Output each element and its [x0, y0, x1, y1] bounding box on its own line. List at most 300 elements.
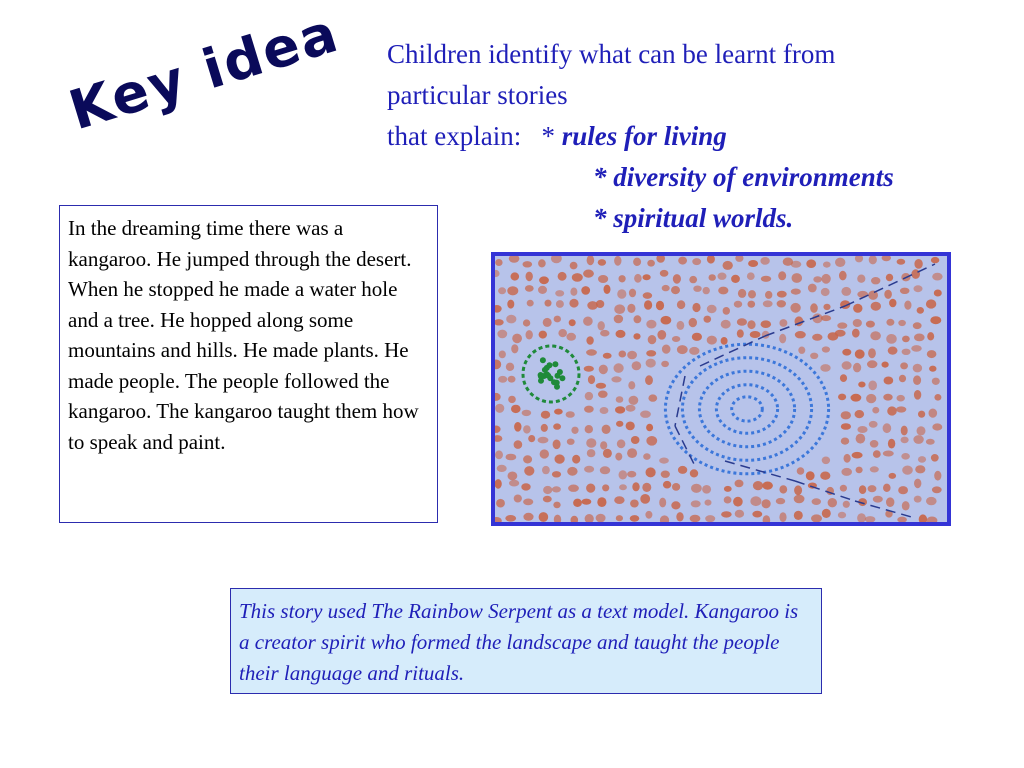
painting-dot: [838, 394, 846, 401]
painting-dot: [723, 261, 733, 270]
painting-dot: [615, 406, 625, 413]
painting-dot: [733, 497, 743, 507]
painting-dot: [511, 272, 520, 280]
painting-dot: [671, 286, 680, 294]
painting-dot: [571, 427, 578, 434]
painting-dot: [508, 396, 516, 403]
painting-dot: [724, 496, 732, 503]
painting-dot: [659, 458, 669, 464]
painting-dot: [495, 479, 502, 489]
painting-dot: [689, 347, 699, 355]
painting-dot: [646, 424, 653, 432]
painting-dot: [496, 499, 505, 508]
painting-dot: [628, 381, 635, 389]
painting-dot: [633, 258, 641, 266]
painting-dot: [703, 287, 710, 294]
painting-dot: [691, 484, 702, 493]
painting-dot: [915, 465, 925, 473]
painting-dot: [855, 349, 865, 358]
painting-dot: [498, 287, 506, 294]
painting-dot: [902, 349, 911, 355]
painting-dot: [914, 496, 922, 503]
painting-dot: [586, 438, 596, 448]
painting-dot: [656, 301, 664, 310]
painting-dot: [869, 421, 878, 428]
painting-dot: [777, 291, 787, 298]
painting-dot: [721, 511, 732, 517]
painting-dot: [776, 498, 785, 504]
painting-dot: [888, 439, 895, 449]
painting-dot: [884, 290, 892, 299]
dot-painting-image: [491, 252, 951, 526]
painting-dot: [511, 344, 518, 353]
painting-dot: [886, 334, 897, 344]
story-text-box: In the dreaming time there was a kangaroo. He jumped through the desert. When he stopped he made a water hole and a tree. He hopped along some mountains and hills. He made plants. He made people. The people followed the kangaroo. The kangaroo taught them how to speak and paint.: [59, 205, 438, 523]
painting-dot: [643, 453, 650, 460]
plant-dot: [552, 361, 558, 367]
painting-dot: [582, 499, 592, 505]
painting-dot: [779, 319, 787, 327]
painting-dot: [543, 496, 552, 503]
painting-dot: [657, 330, 666, 340]
painting-dot: [794, 495, 805, 504]
painting-dot: [553, 502, 560, 509]
painting-dot: [709, 274, 716, 281]
painting-dot: [539, 512, 549, 522]
painting-dot: [721, 320, 731, 329]
painting-dot: [545, 300, 552, 307]
painting-dot: [835, 330, 846, 337]
painting-dot: [927, 517, 938, 523]
painting-dot: [627, 304, 635, 313]
painting-dot: [883, 394, 892, 401]
painting-dot: [569, 319, 576, 326]
painting-dot: [707, 305, 717, 313]
bullet-diversity: * diversity of environments: [593, 162, 894, 192]
waterhole-ring: [732, 397, 763, 421]
painting-dot: [723, 307, 730, 315]
painting-dot: [678, 466, 687, 474]
painting-dot: [660, 515, 669, 522]
painting-dot: [753, 481, 763, 490]
painting-dot: [822, 346, 830, 352]
painting-dot: [762, 482, 773, 490]
painting-dot: [870, 331, 881, 340]
intro-line-1: Children identify what can be learnt from: [387, 39, 836, 69]
painting-dot: [506, 363, 514, 371]
painting-dot: [852, 329, 860, 338]
painting-dot: [584, 406, 594, 413]
painting-dot: [600, 466, 610, 474]
painting-dot: [926, 439, 935, 445]
painting-dot: [821, 315, 831, 321]
painting-dot: [931, 454, 939, 462]
painting-dot: [779, 485, 787, 493]
painting-dot: [598, 275, 608, 283]
painting-dot: [646, 467, 656, 477]
painting-dot: [810, 303, 818, 313]
painting-dot: [735, 510, 744, 518]
bullet-spiritual-worlds: * spiritual worlds.: [593, 203, 794, 233]
painting-dot: [522, 410, 532, 416]
painting-dot: [627, 351, 637, 360]
painting-dot: [927, 350, 937, 358]
painting-dot: [523, 455, 532, 463]
painting-dot: [886, 497, 894, 507]
painting-dot: [643, 292, 652, 299]
painting-dot: [661, 316, 672, 325]
painting-dot: [896, 406, 906, 412]
painting-dot: [588, 375, 595, 384]
painting-dot: [737, 329, 744, 337]
painting-dot: [643, 274, 651, 280]
painting-dot: [900, 288, 910, 294]
painting-dot: [857, 513, 866, 522]
painting-dot: [899, 375, 906, 382]
painting-dot: [523, 513, 533, 521]
painting-dot: [673, 274, 681, 284]
painting-dot: [514, 422, 521, 432]
painting-dot: [791, 261, 802, 268]
bullet-rules-for-living: rules for living: [561, 121, 727, 151]
painting-dot: [525, 285, 534, 292]
painting-dot: [528, 435, 535, 442]
painting-dot: [691, 500, 701, 507]
painting-dot: [919, 514, 927, 522]
painting-dot: [820, 472, 830, 480]
painting-dot: [626, 422, 635, 431]
painting-dot: [619, 275, 626, 282]
painting-dot: [747, 320, 755, 329]
painting-dot: [634, 315, 642, 323]
painting-dot: [794, 511, 803, 520]
painting-dot: [702, 485, 711, 494]
painting-dot: [856, 467, 863, 474]
painting-dot: [841, 423, 851, 430]
painting-dot: [857, 426, 867, 433]
painting-dot: [888, 347, 898, 355]
painting-dot: [647, 260, 655, 267]
painting-dot: [926, 299, 936, 308]
painting-dot: [841, 411, 851, 419]
painting-dot: [843, 501, 850, 508]
painting-dot: [855, 256, 863, 262]
painting-dot: [648, 394, 657, 401]
painting-dot: [584, 366, 594, 372]
painting-dot: [509, 256, 520, 263]
painting-dot: [869, 256, 877, 264]
painting-dot: [619, 484, 627, 490]
painting-dot: [583, 317, 593, 326]
painting-dot: [586, 336, 593, 345]
painting-dot: [693, 286, 701, 292]
painting-dot: [521, 483, 530, 490]
painting-dot: [629, 396, 639, 405]
painting-dot: [630, 515, 640, 522]
painting-dot: [750, 331, 761, 338]
track-line: [675, 376, 685, 426]
painting-dot: [852, 452, 863, 459]
painting-dot: [748, 260, 758, 267]
painting-dot: [640, 494, 650, 504]
waterhole-ring: [716, 385, 777, 434]
painting-dot: [527, 300, 534, 307]
painting-dot: [913, 435, 923, 444]
painting-dot: [566, 333, 576, 341]
painting-dot: [631, 436, 640, 444]
dot-painting-canvas: [495, 256, 947, 522]
painting-dot: [581, 286, 590, 295]
painting-dot: [913, 375, 921, 385]
plant-dot: [544, 365, 550, 371]
painting-dot: [778, 271, 786, 280]
painting-dot: [572, 455, 580, 464]
painting-dot: [747, 272, 755, 280]
painting-dot: [498, 376, 507, 383]
painting-dot: [902, 501, 910, 510]
painting-dot: [499, 351, 506, 359]
painting-dot: [883, 423, 892, 433]
painting-dot: [614, 315, 623, 324]
painting-dot: [763, 515, 771, 522]
painting-dot: [868, 348, 876, 358]
painting-dot: [586, 484, 595, 493]
painting-dot: [870, 466, 879, 472]
painting-dot: [495, 360, 501, 370]
painting-dot: [678, 257, 687, 265]
painting-dot: [644, 300, 652, 310]
painting-dot: [856, 434, 866, 444]
painting-dot: [615, 453, 622, 461]
painting-dot: [718, 287, 728, 295]
painting-dot: [857, 291, 868, 298]
plant-dot: [540, 357, 546, 363]
painting-dot: [526, 272, 533, 282]
painting-dot: [841, 468, 852, 476]
painting-dot: [661, 471, 670, 478]
intro-text: [387, 34, 1007, 239]
painting-dot: [567, 439, 575, 445]
painting-dot: [567, 467, 577, 476]
painting-dot: [614, 304, 625, 314]
painting-dot: [914, 479, 921, 489]
painting-dot: [596, 383, 606, 389]
painting-dot: [763, 300, 773, 307]
painting-dot: [539, 276, 549, 284]
painting-dot: [889, 473, 897, 479]
painting-dot: [707, 336, 717, 345]
painting-dot: [898, 486, 908, 494]
painting-dot: [632, 482, 639, 491]
painting-dot: [555, 454, 565, 463]
painting-dot: [917, 426, 926, 435]
painting-dot: [821, 288, 830, 296]
painting-dot: [672, 483, 680, 491]
painting-dot: [705, 515, 715, 522]
painting-dot: [748, 290, 756, 298]
painting-dot: [540, 449, 549, 458]
painting-dot: [868, 381, 877, 391]
painting-dot: [553, 423, 561, 429]
painting-dot: [672, 336, 680, 342]
painting-dot: [568, 485, 579, 492]
intro-line-4: [387, 157, 1007, 198]
painting-dot: [839, 271, 847, 281]
painting-dot: [646, 359, 656, 368]
painting-dot: [495, 435, 502, 442]
painting-dot: [865, 516, 876, 522]
painting-dot: [552, 471, 561, 477]
painting-dot: [911, 269, 920, 279]
painting-dot: [572, 273, 583, 282]
painting-dot: [662, 345, 671, 354]
painting-dot: [823, 304, 830, 310]
painting-dot: [901, 437, 909, 444]
painting-dot: [554, 316, 561, 323]
painting-dot: [808, 284, 817, 293]
painting-dot: [495, 517, 502, 522]
painting-dot: [871, 277, 880, 284]
painting-dot: [762, 499, 771, 508]
painting-dot: [794, 485, 802, 495]
painting-dot: [600, 407, 609, 414]
painting-dot: [646, 320, 656, 329]
painting-dot: [851, 394, 862, 402]
painting-dot: [509, 480, 519, 487]
plant-ring: [523, 346, 579, 402]
painting-dot: [616, 421, 623, 427]
painting-dot: [495, 305, 502, 313]
painting-dot: [797, 467, 805, 474]
painting-dot: [506, 315, 516, 324]
painting-dot: [542, 466, 550, 474]
painting-dot: [558, 272, 567, 281]
painting-dot: [495, 450, 503, 459]
painting-dot: [914, 259, 922, 269]
painting-dot: [748, 301, 756, 308]
painting-dot: [692, 333, 702, 341]
painting-dot: [614, 363, 624, 373]
painting-dot: [931, 257, 939, 263]
painting-dot: [505, 515, 516, 522]
intro-that-explain: that explain:: [387, 121, 522, 151]
painting-dot: [543, 318, 552, 327]
painting-dot: [901, 426, 908, 436]
painting-dot: [867, 360, 877, 368]
painting-dot: [926, 497, 937, 505]
painting-dot: [541, 411, 550, 419]
intro-line-5: [387, 198, 1007, 239]
painting-dot: [598, 321, 605, 330]
painting-dot: [859, 485, 866, 494]
painting-dot: [523, 499, 533, 506]
painting-dot: [556, 300, 564, 308]
painting-dot: [586, 349, 597, 355]
painting-dot: [600, 330, 609, 337]
painting-dot: [737, 318, 747, 326]
painting-dot: [677, 300, 685, 309]
painting-dot: [883, 451, 894, 457]
painting-dot: [904, 301, 911, 310]
painting-dot: [676, 512, 683, 521]
painting-dot: [853, 363, 861, 373]
painting-dot: [642, 483, 651, 492]
painting-dot: [495, 393, 501, 401]
painting-dot: [495, 270, 500, 277]
painting-dot: [934, 471, 941, 481]
painting-dot: [884, 377, 894, 385]
painting-dot: [495, 259, 502, 266]
painting-dot: [738, 289, 746, 298]
painting-dot: [882, 362, 889, 368]
painting-dot: [523, 425, 531, 433]
painting-dot: [718, 273, 727, 280]
painting-dot: [660, 270, 669, 277]
painting-dot: [911, 345, 922, 352]
painting-dot: [918, 456, 926, 463]
painting-dot: [690, 469, 698, 477]
painting-dot: [634, 274, 642, 283]
painting-dot: [840, 485, 847, 492]
painting-dot: [932, 378, 940, 385]
painting-dot: [932, 273, 942, 281]
intro-line-2: particular stories: [387, 80, 568, 110]
painting-dot: [853, 319, 862, 327]
painting-dot: [523, 319, 530, 326]
painting-dot: [656, 256, 665, 263]
painting-dot: [918, 411, 925, 418]
plant-dot: [538, 373, 544, 379]
painting-dot: [514, 440, 523, 449]
painting-dot: [584, 466, 594, 473]
painting-dot: [689, 318, 697, 327]
painting-dot: [640, 411, 651, 418]
painting-dot: [692, 258, 701, 265]
painting-dot: [512, 334, 522, 344]
plant-dot: [554, 384, 560, 390]
waterhole-ring: [699, 371, 794, 447]
painting-dot: [526, 330, 533, 339]
painting-dot: [599, 365, 608, 375]
painting-dot: [813, 276, 822, 282]
painting-dot: [570, 262, 578, 270]
painting-dot: [812, 498, 821, 505]
painting-dot: [538, 286, 547, 294]
painting-dot: [761, 320, 772, 328]
painting-dot: [598, 391, 608, 398]
painting-dot: [812, 334, 822, 341]
painting-dot: [868, 485, 877, 492]
painting-dot: [914, 390, 921, 400]
painting-dot: [554, 409, 563, 415]
painting-dot: [554, 515, 561, 522]
painting-dot: [835, 258, 845, 267]
painting-dot: [495, 426, 501, 433]
painting-dot: [735, 480, 744, 488]
painting-dot: [760, 257, 769, 265]
painting-dot: [645, 375, 653, 385]
painting-dot: [872, 407, 879, 414]
bullet-marker: *: [541, 121, 555, 151]
painting-dot: [866, 321, 875, 328]
painting-dot: [871, 302, 881, 311]
waterhole-ring: [682, 358, 811, 461]
painting-dot: [692, 303, 700, 312]
painting-dot: [617, 439, 626, 448]
track-line: [725, 461, 795, 481]
painting-dot: [914, 285, 923, 292]
painting-dot: [857, 275, 865, 283]
